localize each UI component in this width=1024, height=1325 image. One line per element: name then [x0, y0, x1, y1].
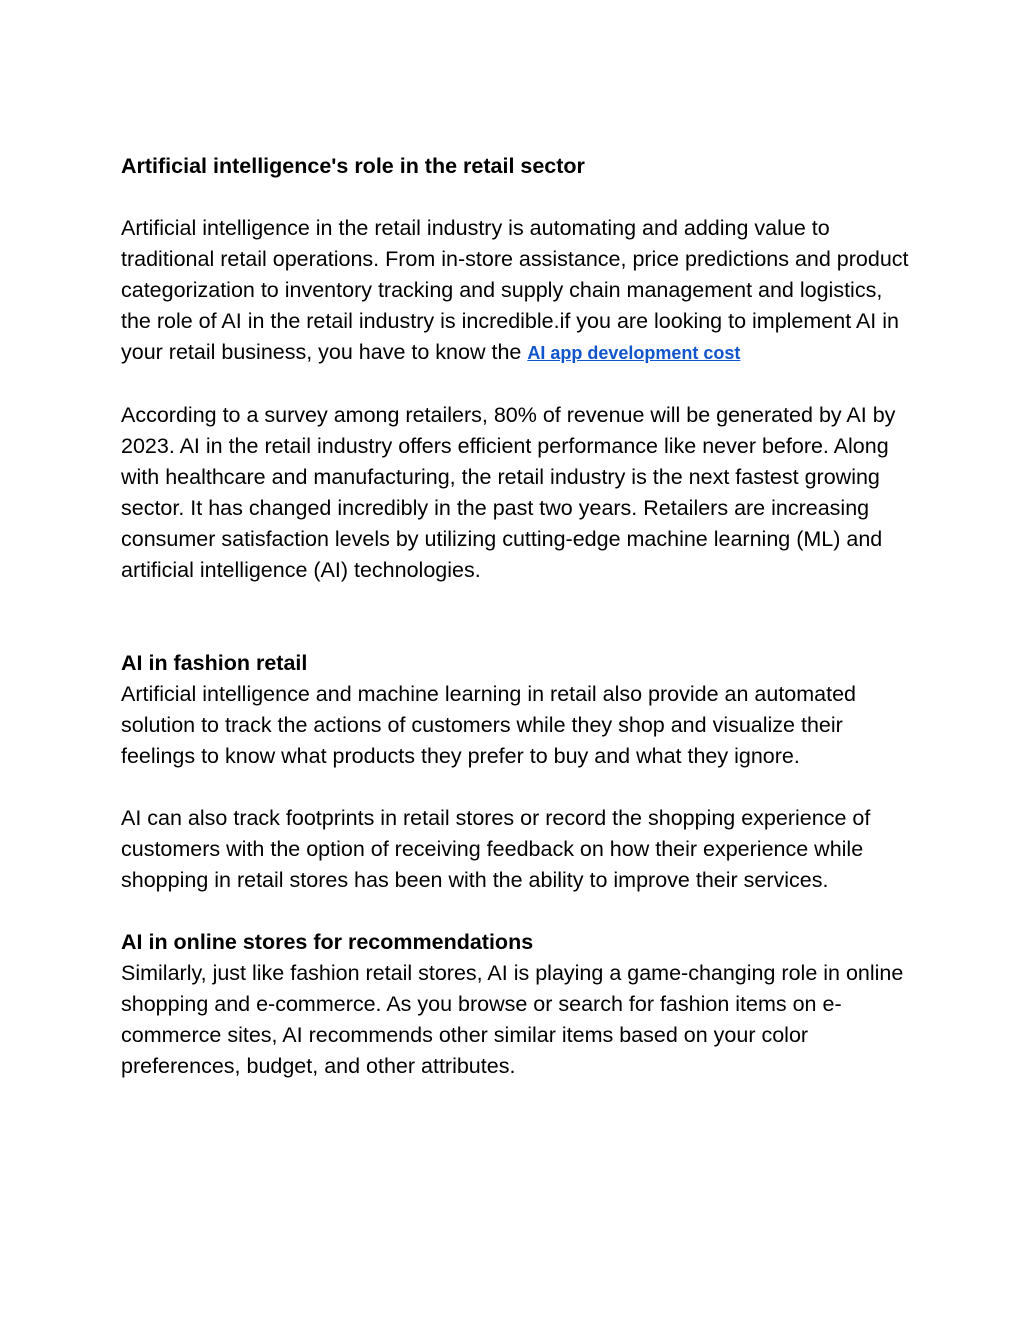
spacer: [121, 369, 911, 400]
section-heading-online-stores: AI in online stores for recommendations: [121, 930, 534, 954]
paragraph-retail-intro: [121, 213, 911, 369]
paragraph-survey: According to a survey among retailers, 80% of revenue will be generated by AI by 2023. AI in the retail industry offers efficient performance like never before. Along with healthcare and manufacturing, the retail industry is the next fastest growing sector. It has changed incredibly in the past two years. Retailers are increasing consumer satisfaction levels by utilizing cutting-edge machine learning (ML) and artificial intelligence (AI) technologies.: [121, 403, 896, 582]
ai-app-development-cost-link[interactable]: AI app development cost: [527, 343, 741, 363]
spacer: [121, 772, 911, 803]
spacer: [121, 182, 911, 213]
spacer: [121, 896, 911, 927]
section-heading-retail-role: Artificial intelligence's role in the retail sector: [121, 154, 585, 178]
paragraph-text: Artificial intelligence in the retail industry is automating and adding value to traditional retail operations. From in-store assistance, price predictions and product categorization to inventory tracking and supply chain management and logistics, the role of AI in the retail industry is incredible.if you are looking to implement AI in your retail business, you have to know the: [121, 216, 909, 364]
section-heading-fashion-retail: AI in fashion retail: [121, 651, 308, 675]
paragraph-footprints: AI can also track footprints in retail stores or record the shopping experience of customers with the option of receiving feedback on how their experience while shopping in retail stores has been with the ability to improve their services.: [121, 806, 871, 892]
paragraph-fashion-tracking: Artificial intelligence and machine learning in retail also provide an automated solution to track the actions of customers while they shop and visualize their feelings to know what products they prefer to buy and what they ignore.: [121, 682, 857, 768]
paragraph-online-recommendations: Similarly, just like fashion retail stores, AI is playing a game-changing role in online shopping and e-commerce. As you browse or search for fashion items on e-commerce sites, AI recommends other similar items based on your color preferences, budget, and other attributes.: [121, 961, 904, 1078]
document-page: [121, 151, 911, 1082]
spacer: [121, 586, 911, 648]
